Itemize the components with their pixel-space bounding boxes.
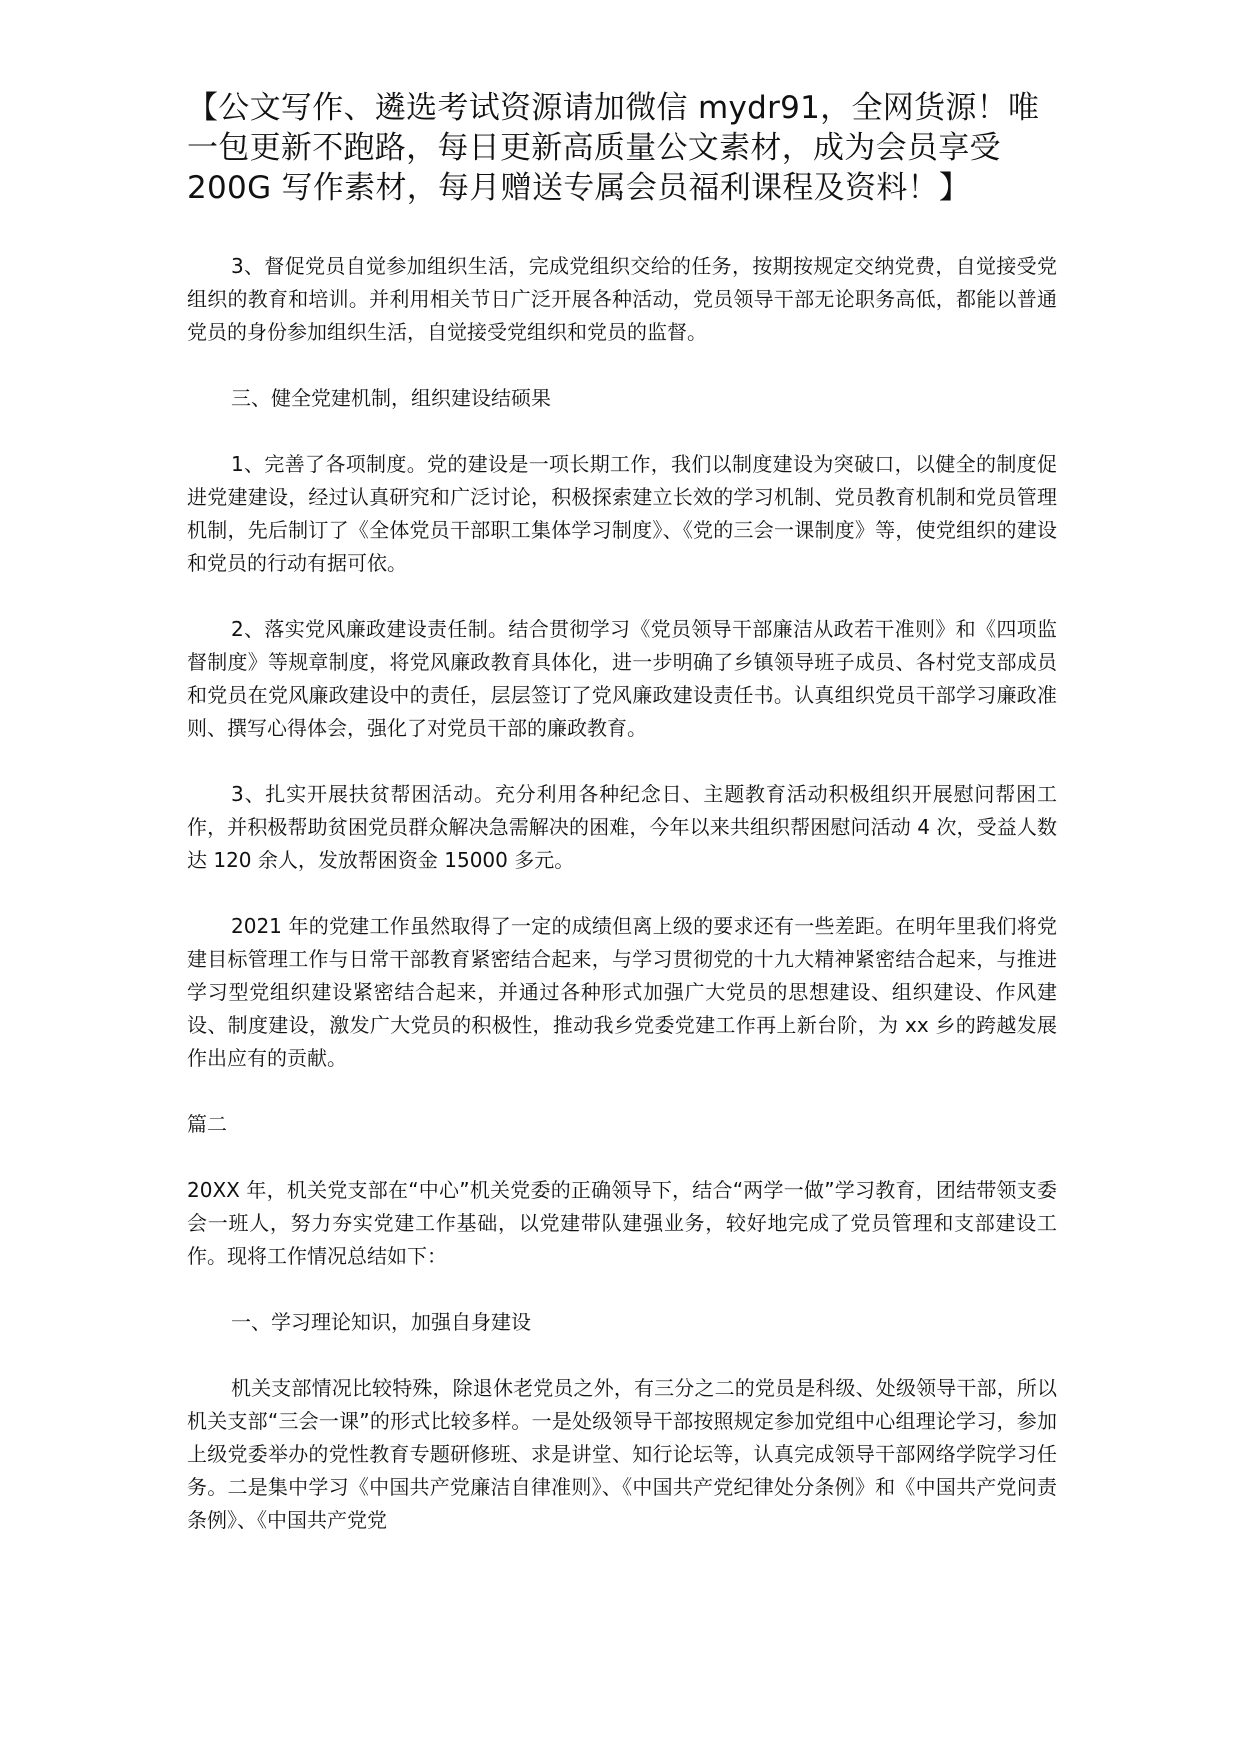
document-page <box>187 88 1057 1570</box>
paragraph-party-life: 3、督促党员自觉参加组织生活，完成党组织交给的任务，按期按规定交纳党费，自觉接受党组织的教育和培训。并利用相关节日广泛开展各种活动，党员领导干部无论职务高低，都能以普通党员的身份参加组织生活，自觉接受党组织和党员的监督。 <box>187 254 1057 344</box>
paragraph-systems: 1、完善了各项制度。党的建设是一项长期工作，我们以制度建设为突破口，以健全的制度促进党建建设，经过认真研究和广泛讨论，积极探索建立长效的学习机制、党员教育机制和党员管理机制，先后制订了《全体党员干部职工集体学习制度》、《党的三会一课制度》等，使党组织的建设和党员的行动有据可依。 <box>187 452 1057 575</box>
paragraph-summary-2021: 2021 年的党建工作虽然取得了一定的成绩但离上级的要求还有一些差距。在明年里我们将党建目标管理工作与日常干部教育紧密结合起来，与学习贯彻党的十九大精神紧密结合起来，与推进学习型党组织建设紧密结合起来，并通过各种形式加强广大党员的思想建设、组织建设、作风建设、制度建设，激发广大党员的积极性，推动我乡党委党建工作再上新台阶，为 xx 乡的跨越发展作出应有的贡献。 <box>187 914 1057 1070</box>
paragraph-poverty-relief: 3、扎实开展扶贫帮困活动。充分利用各种纪念日、主题教育活动积极组织开展慰问帮困工作，并积极帮助贫困党员群众解决急需解决的困难，今年以来共组织帮困慰问活动 4 次，受益人数达 120 余人，发放帮困资金 15000 多元。 <box>187 782 1057 872</box>
section-heading-part-two: 篇二 <box>187 1112 227 1136</box>
section-heading-study: 一、学习理论知识，加强自身建设 <box>231 1310 531 1334</box>
section-heading-mechanism: 三、健全党建机制，组织建设结硕果 <box>231 386 551 410</box>
promo-banner: 【公文写作、遴选考试资源请加微信 mydr91，全网货源！唯一包更新不跑路，每日更新高质量公文素材，成为会员享受 200G 写作素材，每月赠送专属会员福利课程及资料！】 <box>187 90 1040 206</box>
paragraph-integrity: 2、落实党风廉政建设责任制。结合贯彻学习《党员领导干部廉洁从政若干准则》和《四项监督制度》等规章制度，将党风廉政教育具体化，进一步明确了乡镇领导班子成员、各村党支部成员和党员在党风廉政建设中的责任，层层签订了党风廉政建设责任书。认真组织党员干部学习廉政准则、撰写心得体会，强化了对党员干部的廉政教育。 <box>187 617 1057 740</box>
paragraph-branch-study: 机关支部情况比较特殊，除退休老党员之外，有三分之二的党员是科级、处级领导干部，所以机关支部“三会一课”的形式比较多样。一是处级领导干部按照规定参加党组中心组理论学习，参加上级党委举办的党性教育专题研修班、求是讲堂、知行论坛等，认真完成领导干部网络学院学习任务。二是集中学习《中国共产党廉洁自律准则》、《中国共产党纪律处分条例》和《中国共产党问责条例》、《中国共产党党 <box>187 1376 1057 1532</box>
paragraph-intro-20xx: 20XX 年，机关党支部在“中心”机关党委的正确领导下，结合“两学一做”学习教育，团结带领支委会一班人，努力夯实党建工作基础，以党建带队建强业务，较好地完成了党员管理和支部建设工作。现将工作情况总结如下： <box>187 1178 1057 1268</box>
